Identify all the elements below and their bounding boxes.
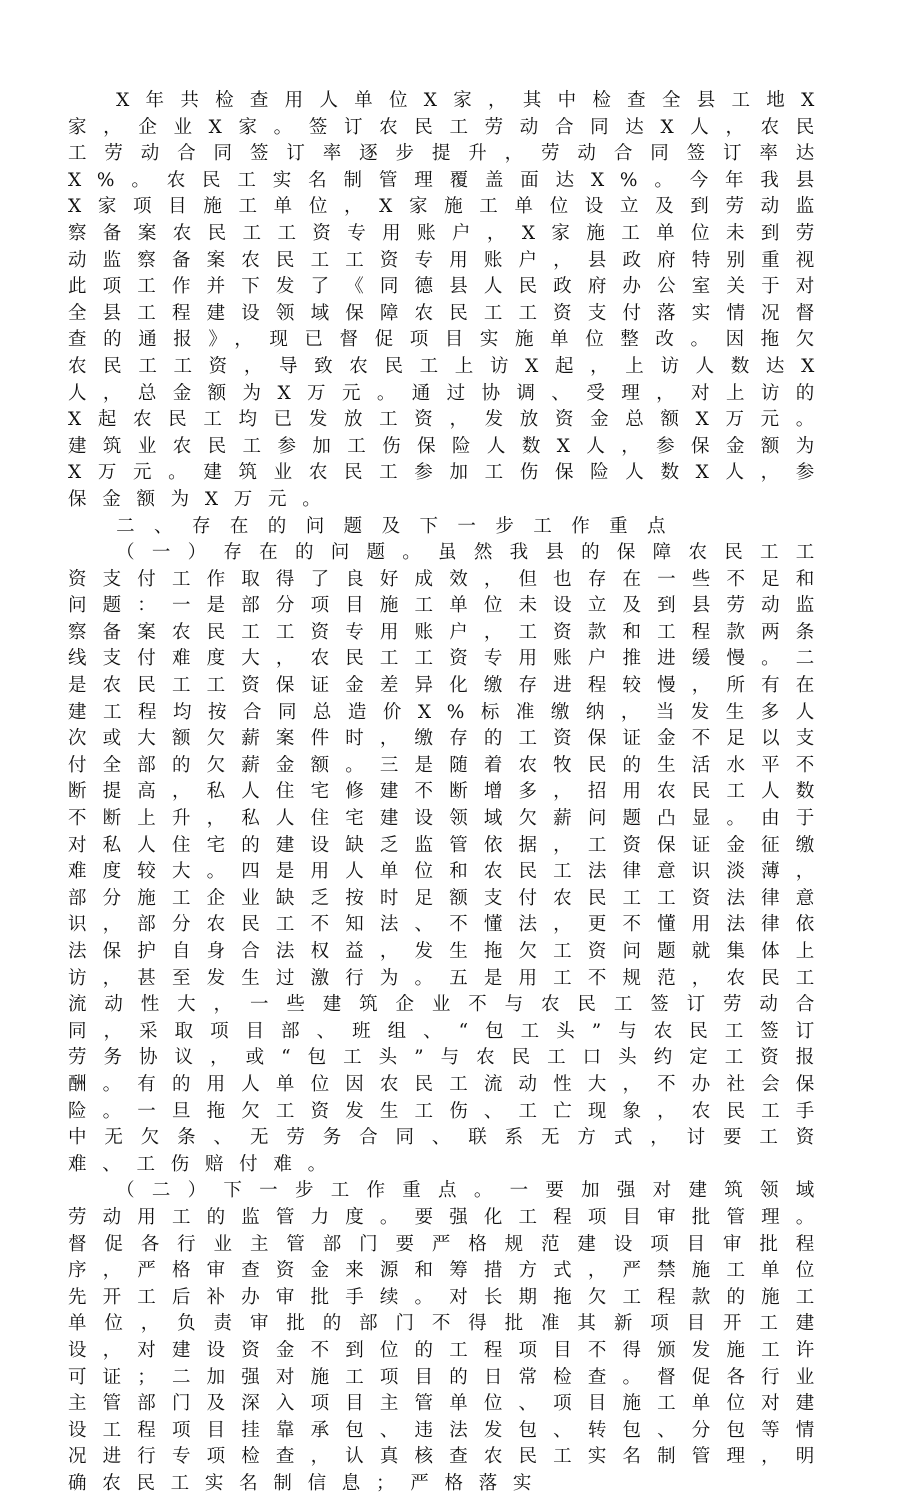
paragraph-existing-problems: （一）存在的问题。虽然我县的保障农民工工资支付工作取得了良好成效，但也存在一些不足和问题：一是部分项目施工单位未设立及到县劳动监察备案农民工工资专用账户，工资款和工程款两条线支付难度大，农民工工资专用账户推进缓慢。二是农民工工资保证金差异化缴存进程较慢，所有在建工程均按合同总造价X%标准缴纳，当发生多人次或大额欠薪案件时，缴存的工资保证金不足以支付全部的欠薪金额。三是随着农牧民的生活水平不断提高，私人住宅修建不断增多，招用农民工人数不断上升，私人住宅建设领域欠薪问题凸显。由于对私人住宅的建设缺乏监管依据，工资保证金征缴难度较大。四是用人单位和农民工法律意识淡薄，部分施工企业缺乏按时足额支付农民工工资法律意识，部分农民工不知法、不懂法，更不懂用法律依法保护自身合法权益，发生拖欠工资问题就集体上访，甚至发生过激行为。五是用工不规范，农民工流动性大，一些建筑企业不与农民工签订劳动合同，采取项目部、班组、“包工头”与农民工签订劳务协议，或“包工头”与农民工口头约定工资报酬。有的用人单位因农民工流动性大，不办社会保险。一旦拖欠工资发生工伤、工亡现象，农民工手中无欠条、无劳务合同、联系无方式，讨要工资难、工伤赔付难。 — [68, 542, 830, 1175]
section-heading-problems-and-next-steps: 二、存在的问题及下一步工作重点 — [116, 515, 685, 537]
paragraph-inspection-summary: X年共检查用人单位X家，其中检查全县工地X家，企业X家。签订农民工劳动合同达X人，农民工劳动合同签订率逐步提升，劳动合同签订率达X%。农民工实名制管理覆盖面达X%。今年我县X家项目施工单位，X家施工单位设立及到劳动监察备案农民工工资专用账户，X家施工单位未到劳动监察备案农民工工资专用账户，县政府特别重视此项工作并下发了《同德县人民政府办公室关于对全县工程建设领域保障农民工工资支付落实情况督查的通报》，现已督促项目实施单位整改。因拖欠农民工工资，导致农民工上访X起，上访人数达X人，总金额为X万元。通过协调、受理，对上访的X起农民工均已发放工资，发放资金总额X万元。建筑业农民工参加工伤保险人数X人，参保金额为X万元。建筑业农民工参加工伤保险人数X人，参保金额为X万元。 — [68, 90, 830, 510]
paragraph-next-work-focus: （二）下一步工作重点。一要加强对建筑领域劳动用工的监管力度。要强化工程项目审批管理。督促各行业主管部门要严格规范建设项目审批程序，严格审查资金来源和筹措方式，严禁施工单位先开工后补办审批手续。对长期拖欠工程款的施工单位，负责审批的部门不得批准其新项目开工建设，对建设资金不到位的工程项目不得颁发施工许可证；二加强对施工项目的日常检查。督促各行业主管部门及深入项目主管单位、项目施工单位对建设工程项目挂靠承包、违法发包、转包、分包等情况进行专项检查，认真核查农民工实名制管理，明确农民工实名制信息；严格落实 — [68, 1180, 830, 1494]
document-page — [68, 88, 830, 1497]
